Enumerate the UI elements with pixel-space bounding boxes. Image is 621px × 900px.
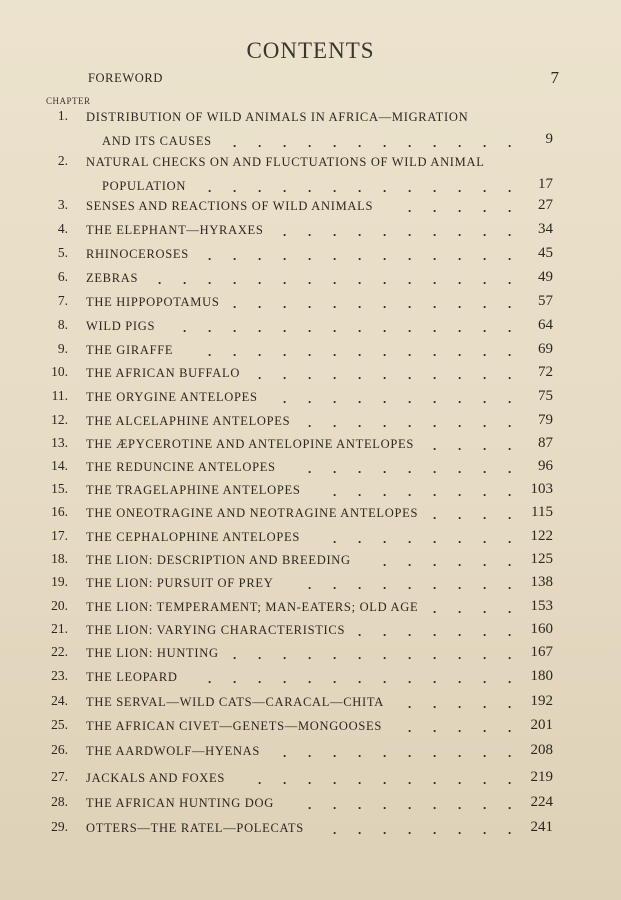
chapter-number: 19. (51, 574, 68, 589)
chapter-title: ZEBRAS (86, 271, 139, 285)
chapter-page-number: 27 (538, 197, 553, 213)
chapter-entry: 17. THE CEPHALOPHINE ANTELOPES 122 . . . . . . . . (0, 527, 621, 551)
chapter-entry: 3. SENSES AND REACTIONS OF WILD ANIMALS 27 . . . . . (0, 196, 621, 220)
chapter-number: 28. (51, 794, 68, 809)
chapter-title: SENSES AND REACTIONS OF WILD ANIMALS (86, 199, 374, 213)
chapter-title: THE AFRICAN BUFFALO (86, 366, 241, 380)
chapter-title: THE REDUNCINE ANTELOPES (86, 460, 276, 474)
chapter-page-number: 87 (538, 435, 553, 451)
chapter-title: THE HIPPOPOTAMUS (86, 295, 220, 309)
chapter-page-number: 192 (530, 693, 553, 709)
chapter-title: THE LION: HUNTING (86, 646, 219, 660)
chapter-entry: 22. THE LION: HUNTING 167 . . . . . . . . . . . . (0, 643, 621, 667)
chapter-page-number: 167 (530, 644, 553, 660)
chapter-page-number: 138 (530, 574, 553, 590)
chapter-page-number: 224 (530, 794, 553, 810)
chapter-title: THE LION: TEMPERAMENT; MAN-EATERS; OLD AGE (86, 600, 419, 614)
chapter-title: THE AFRICAN HUNTING DOG (86, 796, 274, 810)
chapter-entry: 23. THE LEOPARD 180 . . . . . . . . . . . . . (0, 667, 621, 691)
chapter-number: 23. (51, 668, 68, 683)
chapter-number: 8. (57, 317, 68, 332)
chapter-title: THE LEOPARD (86, 670, 178, 684)
chapter-entry: 24. THE SERVAL—WILD CATS—CARACAL—CHITA 192 . . . . . (0, 692, 621, 716)
chapter-page-number: 79 (538, 412, 553, 428)
chapter-number: 21. (51, 621, 68, 636)
chapter-title: JACKALS AND FOXES (86, 771, 226, 785)
chapter-number: 25. (51, 717, 68, 732)
chapter-entry: 15. THE TRAGELAPHINE ANTELOPES 103 . . . . . . . . (0, 480, 621, 504)
chapter-entry: 25. THE AFRICAN CIVET—GENETS—MONGOOSES 201 . . . . . (0, 716, 621, 740)
chapter-title: THE ALCELAPHINE ANTELOPES (86, 414, 291, 428)
chapter-heading: CHAPTER (46, 96, 91, 106)
chapter-number: 16. (51, 504, 68, 519)
chapter-title: THE TRAGELAPHINE ANTELOPES (86, 483, 301, 497)
chapter-number: 17. (51, 528, 68, 543)
chapter-page-number: 9 (545, 131, 553, 147)
chapter-title: DISTRIBUTION OF WILD ANIMALS IN AFRICA—MIGRATION (86, 110, 469, 124)
chapter-number: 14. (51, 458, 68, 473)
chapter-page-number: 57 (538, 293, 553, 309)
chapter-number: 11. (51, 388, 68, 403)
chapter-title: THE ONEOTRAGINE AND NEOTRAGINE ANTELOPES (86, 506, 419, 520)
chapter-number: 20. (51, 598, 68, 613)
chapter-title: NATURAL CHECKS ON AND FLUCTUATIONS OF WILD ANIMAL (86, 155, 485, 169)
chapter-title: WILD PIGS (86, 319, 156, 333)
chapter-title: THE CEPHALOPHINE ANTELOPES (86, 530, 301, 544)
chapter-number: 9. (57, 341, 68, 356)
chapter-page-number: 208 (530, 742, 553, 758)
chapter-number: 13. (51, 435, 68, 450)
chapter-entry: 14. THE REDUNCINE ANTELOPES 96 . . . . . . . . . (0, 457, 621, 481)
chapter-entry: 4. THE ELEPHANT—HYRAXES 34 . . . . . . . . . . (0, 220, 621, 244)
chapter-title: RHINOCEROSES (86, 247, 189, 261)
chapter-entry: 7. THE HIPPOPOTAMUS 57 . . . . . . . . . . . . (0, 292, 621, 316)
chapter-page-number: 153 (530, 598, 553, 614)
chapter-number: 3. (57, 197, 68, 212)
chapter-page-number: 34 (538, 221, 553, 237)
chapter-page-number: 96 (538, 458, 553, 474)
chapter-entry: 29. OTTERS—THE RATEL—POLECATS 241 . . . . . . . . (0, 818, 621, 842)
chapter-page-number: 69 (538, 341, 553, 357)
chapter-title: OTTERS—THE RATEL—POLECATS (86, 821, 304, 835)
chapter-title: THE LION: VARYING CHARACTERISTICS (86, 623, 346, 637)
chapter-entry: 13. THE ÆPYCEROTINE AND ANTELOPINE ANTELOPES 87 . . . . (0, 434, 621, 458)
chapter-entry: 1. DISTRIBUTION OF WILD ANIMALS IN AFRICA—MIGRATION AND ITS CAUSES 9 . . . . . . . . . . . . (0, 107, 621, 155)
chapter-entry: 19. THE LION: PURSUIT OF PREY 138 . . . . . . . . . (0, 573, 621, 597)
chapter-page-number: 160 (530, 621, 553, 637)
chapter-page-number: 45 (538, 245, 553, 261)
chapter-entry: 16. THE ONEOTRAGINE AND NEOTRAGINE ANTELOPES 115 . . . . (0, 503, 621, 527)
chapter-page-number: 241 (530, 819, 553, 835)
chapter-number: 26. (51, 742, 68, 757)
page-title: CONTENTS (246, 38, 375, 63)
chapter-number: 27. (51, 769, 68, 784)
chapter-title: THE LION: DESCRIPTION AND BREEDING (86, 553, 351, 567)
chapter-entry: 8. WILD PIGS 64 . . . . . . . . . . . . . . (0, 316, 621, 340)
chapter-number: 5. (57, 245, 68, 260)
chapter-entry: 21. THE LION: VARYING CHARACTERISTICS 160 . . . . . . . (0, 620, 621, 644)
chapter-page-number: 17 (538, 176, 553, 192)
chapter-title: THE GIRAFFE (86, 343, 174, 357)
chapter-page-number: 125 (530, 551, 553, 567)
chapter-title: THE ELEPHANT—HYRAXES (86, 223, 264, 237)
chapter-page-number: 201 (530, 717, 553, 733)
chapter-page-number: 115 (531, 504, 553, 520)
chapter-page-number: 49 (538, 269, 553, 285)
chapter-title: THE SERVAL—WILD CATS—CARACAL—CHITA (86, 695, 384, 709)
chapter-entry: 2. NATURAL CHECKS ON AND FLUCTUATIONS OF WILD ANIMAL POPULATION 17 . . . . . . . . . . . . . (0, 152, 621, 200)
chapter-number: 2. (57, 153, 68, 168)
chapter-page-number: 103 (530, 481, 553, 497)
chapter-title: THE ÆPYCEROTINE AND ANTELOPINE ANTELOPES (86, 437, 414, 451)
chapter-number: 1. (57, 108, 68, 123)
chapter-number: 10. (51, 364, 68, 379)
foreword-page: 7 (550, 68, 559, 87)
chapter-title: THE LION: PURSUIT OF PREY (86, 576, 274, 590)
chapter-entry: 28. THE AFRICAN HUNTING DOG 224 . . . . . . . . . (0, 793, 621, 817)
chapter-entry: 9. THE GIRAFFE 69 . . . . . . . . . . . . . (0, 340, 621, 364)
chapter-title: THE ORYGINE ANTELOPES (86, 390, 258, 404)
chapter-entry: 5. RHINOCEROSES 45 . . . . . . . . . . . . . (0, 244, 621, 268)
chapter-number: 22. (51, 644, 68, 659)
chapter-number: 4. (57, 221, 68, 236)
chapter-number: 7. (57, 293, 68, 308)
chapter-entry: 18. THE LION: DESCRIPTION AND BREEDING 125 . . . . . . (0, 550, 621, 574)
chapter-entry: 27. JACKALS AND FOXES 219 . . . . . . . . . . . (0, 768, 621, 792)
chapter-title-continuation: AND ITS CAUSES (102, 134, 212, 148)
chapter-page-number: 64 (538, 317, 553, 333)
chapter-number: 29. (51, 819, 68, 834)
chapter-number: 6. (57, 269, 68, 284)
chapter-page-number: 180 (530, 668, 553, 684)
chapter-entry: 12. THE ALCELAPHINE ANTELOPES 79 . . . . . . . . . (0, 411, 621, 435)
chapter-page-number: 72 (538, 364, 553, 380)
chapter-page-number: 75 (538, 388, 553, 404)
chapter-entry: 26. THE AARDWOLF—HYENAS 208 . . . . . . . . . . (0, 741, 621, 765)
chapter-number: 24. (51, 693, 68, 708)
chapter-number: 18. (51, 551, 68, 566)
chapter-number: 15. (51, 481, 68, 496)
chapter-title: THE AFRICAN CIVET—GENETS—MONGOOSES (86, 719, 383, 733)
chapter-entry: 10. THE AFRICAN BUFFALO 72 . . . . . . . . . . . (0, 363, 621, 387)
chapter-entry: 6. ZEBRAS 49 . . . . . . . . . . . . . . . (0, 268, 621, 292)
chapter-page-number: 122 (530, 528, 553, 544)
chapter-title: THE AARDWOLF—HYENAS (86, 744, 261, 758)
chapter-entry: 20. THE LION: TEMPERAMENT; MAN-EATERS; OLD AGE 153 . . . . (0, 597, 621, 621)
chapter-entry: 11. THE ORYGINE ANTELOPES 75 . . . . . . . . . . (0, 387, 621, 411)
foreword-label: FOREWORD (88, 71, 163, 85)
chapter-title-continuation: POPULATION (102, 179, 187, 193)
chapter-page-number: 219 (530, 769, 553, 785)
chapter-number: 12. (51, 412, 68, 427)
